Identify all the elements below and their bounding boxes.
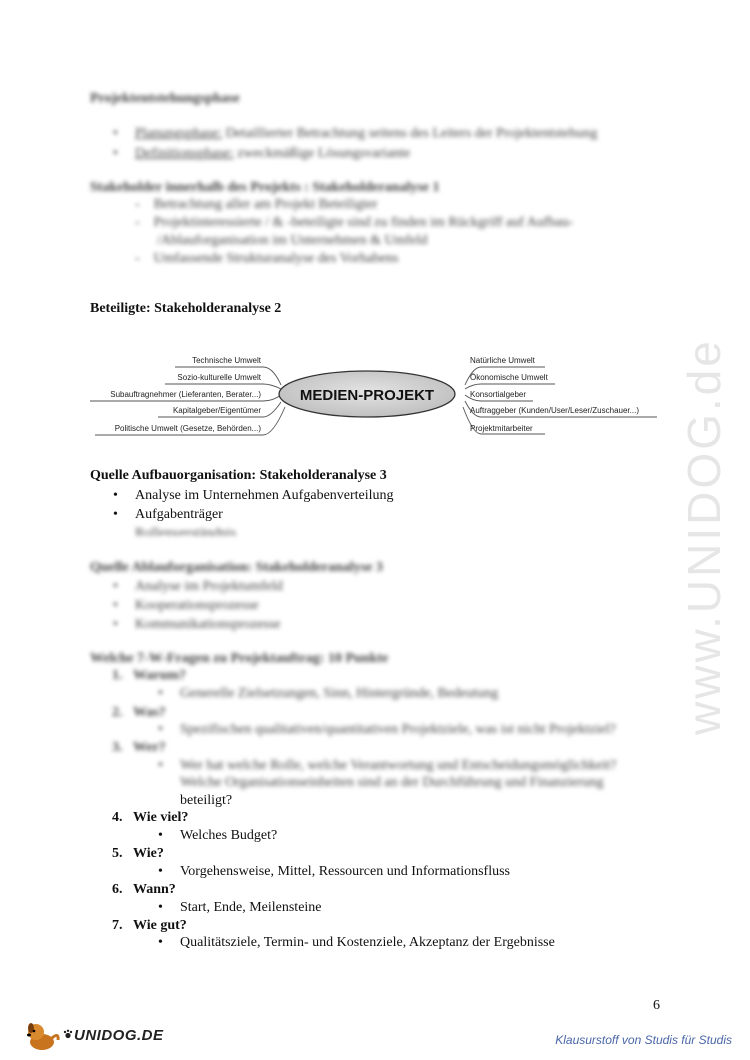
mindmap-node-right: Ökonomische Umwelt <box>470 373 548 382</box>
list-item: Analyse im Projektumfeld <box>135 579 283 594</box>
mindmap-node-left: Technische Umwelt <box>192 356 261 365</box>
list-item: Rollenverständnis <box>135 526 237 536</box>
logo-text: UNIDOG.DE <box>74 1027 164 1044</box>
mindmap-node-left: Politische Umwelt (Gesetze, Behörden...) <box>114 424 261 433</box>
section-heading-aufbauorganisation: Quelle Aufbauorganisation: Stakeholderanalyse 3 <box>90 468 387 483</box>
list-item: - Projektinteressierte / & -beteiligte sind zu finden im Rückgriff auf Aufbau- <box>135 215 574 230</box>
answer-7: Qualitätsziele, Termin- und Kostenziele, Akzeptanz der Ergebnisse <box>180 935 555 950</box>
section-heading-ablauforganisation: Quelle Ablauforganisation: Stakeholderanalyse 3 <box>90 560 383 575</box>
list-item: - Betrachtung aller am Projekt Beteiligter <box>135 197 378 212</box>
answer-2: Spezifischen qualitativen/quantitativen Projektziele, was ist nicht Projektziel? <box>180 722 616 737</box>
mindmap-node-right: Projektmitarbeiter <box>470 424 533 433</box>
list-item: Planungsphase: Detaillierter Betrachtung seitens des Leiters der Projektentstehung <box>135 126 598 141</box>
answer-4: Welches Budget? <box>180 828 278 843</box>
answer-1: Generelle Zielsetzungen, Sinn, Hintergründe, Bedeutung <box>180 686 499 701</box>
watermark <box>658 280 748 750</box>
answer-6: Start, Ende, Meilensteine <box>180 900 322 915</box>
question-2: 2. Was? <box>112 705 166 720</box>
section-heading-projektentstehung: Projektentstehungsphase <box>90 91 240 106</box>
mindmap-node-right: Konsortialgeber <box>470 390 527 399</box>
section-heading-7w-fragen: Welche 7-W-Fragen zu Projektauftrag: 10 Punkte <box>90 651 389 666</box>
answer-5: Vorgehensweise, Mittel, Ressourcen und Informationsfluss <box>180 864 510 879</box>
answer-3-continuation: Welche Organisationseinheiten sind an der Durchführung und Finanzierung <box>180 775 604 790</box>
center-node-label: MEDIEN-PROJEKT <box>299 387 435 404</box>
list-item: Definitionsphase: zweckmäßige Lösungsvariante <box>135 146 411 161</box>
question-4: 4. Wie viel? <box>112 810 189 825</box>
list-item: Aufgabenträger <box>135 507 223 522</box>
mindmap-node-left: Subauftragnehmer (Lieferanten, Berater...) <box>110 390 261 399</box>
footer-tagline: Klausurstoff von Studis für Studis <box>555 1033 732 1047</box>
list-item: Kommunikationsprozesse <box>135 617 281 632</box>
question-6: 6. Wann? <box>112 882 176 897</box>
list-item: Kooperationsprozesse <box>135 598 259 613</box>
question-1: 1. Warum? <box>112 668 186 683</box>
paw-icon <box>63 1029 73 1039</box>
list-item: Analyse im Unternehmen Aufgabenverteilung <box>135 488 394 503</box>
question-7: 7. Wie gut? <box>112 918 187 933</box>
answer-3-continuation: beteiligt? <box>180 793 233 808</box>
dog-icon <box>22 1020 62 1052</box>
section-heading-beteiligte: Beteiligte: Stakeholderanalyse 2 <box>90 301 282 316</box>
mindmap-node-right: Auftraggeber (Kunden/User/Leser/Zuschauer...) <box>470 406 639 415</box>
list-item-continuation: /Ablauforganisation im Unternehmen & Umfeld <box>157 233 428 248</box>
question-5: 5. Wie? <box>112 846 164 861</box>
list-item: - Umfassende Strukturanalyse des Vorhabens <box>135 251 399 266</box>
mindmap-node-right: Natürliche Umwelt <box>470 356 535 365</box>
mindmap-node-left: Kapitalgeber/Eigentümer <box>172 406 261 415</box>
section-heading-stakeholder-1: Stakeholder innerhalb des Projekts : Stakeholderanalyse 1 <box>90 180 440 195</box>
question-3: 3. Wer? <box>112 740 166 755</box>
mindmap-node-left: Sozio-kulturelle Umwelt <box>177 373 261 382</box>
watermark-text: www.UNIDOG.de <box>678 338 730 735</box>
stakeholder-mindmap <box>85 345 665 440</box>
page-number: 6 <box>653 998 660 1013</box>
answer-3: Wer hat welche Rolle, welche Verantwortung und Entscheidungsmöglichkeit? <box>180 758 617 773</box>
